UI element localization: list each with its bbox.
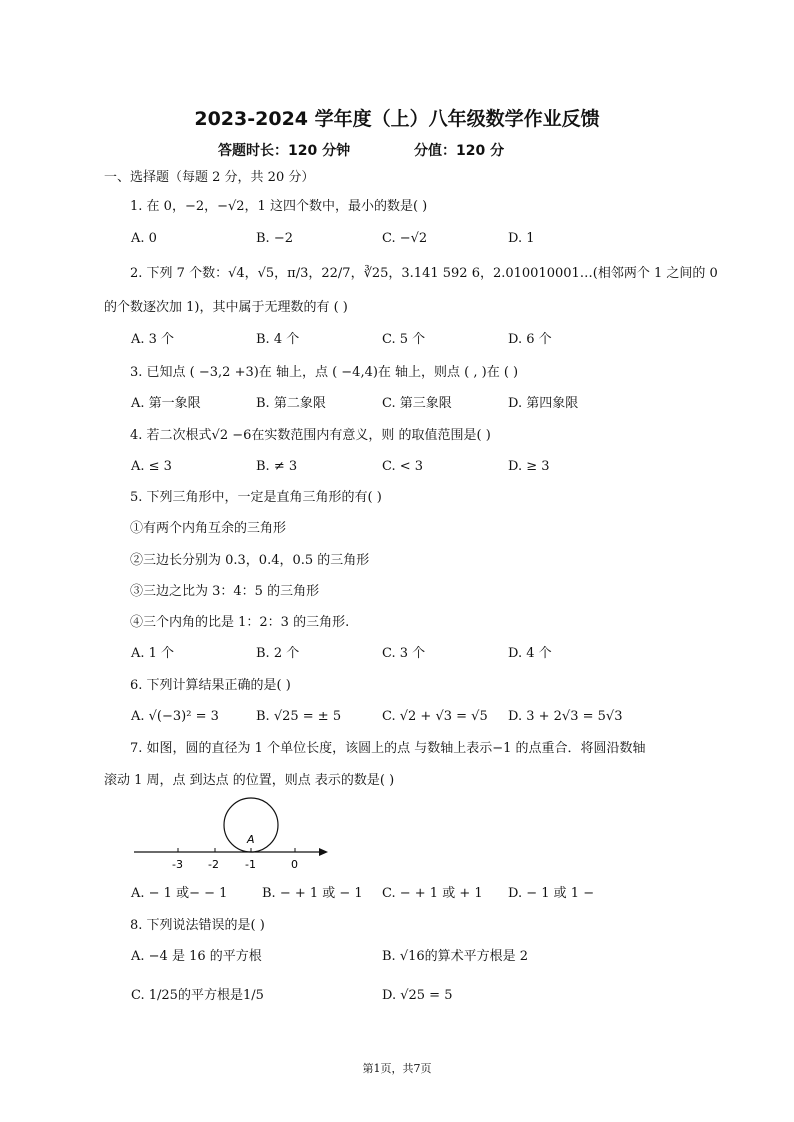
q6-option-b: B. √25 = ± 5: [256, 709, 342, 724]
q5-option-b: B. 2 个: [256, 646, 300, 661]
q6-option-a: A. √(−3)² = 3: [131, 709, 219, 724]
tick-label: -1: [245, 858, 256, 871]
q1-option-d: D. 1: [508, 231, 535, 246]
page-number: 第1页，共7页: [362, 1062, 432, 1075]
q7-option-a: A. − 1 或− − 1: [131, 886, 228, 901]
number-line-figure: [130, 795, 340, 875]
q2-option-d: D. 6 个: [508, 332, 552, 347]
q1-option-a: A. 0: [131, 231, 157, 246]
q5-item-4: ④三个内角的比是 1：2：3 的三角形.: [130, 615, 350, 630]
question-1: 1. 在 0，−2，−√2，1 这四个数中，最小的数是( ): [130, 199, 428, 214]
q5-option-d: D. 4 个: [508, 646, 552, 661]
q2-option-b: B. 4 个: [256, 332, 300, 347]
q8-option-c: C. 1/25的平方根是1/5: [131, 988, 264, 1003]
section-heading: 一、选择题（每题 2 分，共 20 分）: [104, 170, 315, 185]
tick-label: 0: [291, 858, 298, 871]
q1-option-b: B. −2: [256, 231, 293, 246]
q3-option-c: C. 第三象限: [382, 396, 452, 411]
question-3: 3. 已知点 ( −3,2 +3)在 轴上，点 ( −4,4)在 轴上，则点 ( , )在 ( ): [130, 365, 519, 380]
q2-option-a: A. 3 个: [131, 332, 175, 347]
q8-option-b: B. √16的算术平方根是 2: [382, 949, 529, 964]
q5-item-1: ①有两个内角互余的三角形: [130, 521, 287, 536]
q4-option-d: D. ≥ 3: [508, 459, 550, 474]
question-2-line2: 的个数逐次加 1)，其中属于无理数的有 ( ): [104, 300, 348, 315]
q3-option-d: D. 第四象限: [508, 396, 579, 411]
question-2: 2. 下列 7 个数：√4，√5，π/3，22/7，∛25，3.141 592 6，2.010010001…(相邻两个 1 之间的 0: [130, 266, 718, 281]
score-label: 分值：120 分: [414, 143, 505, 159]
q7-option-c: C. − + 1 或 + 1: [382, 886, 483, 901]
q2-option-c: C. 5 个: [382, 332, 426, 347]
question-4: 4. 若二次根式√2 −6在实数范围内有意义，则 的取值范围是( ): [130, 428, 491, 443]
tick-label: -3: [172, 858, 183, 871]
q6-option-c: C. √2 + √3 = √5: [382, 709, 488, 724]
page-title: 2023-2024 学年度（上）八年级数学作业反馈: [194, 108, 600, 130]
q6-option-d: D. 3 + 2√3 = 5√3: [508, 709, 623, 724]
question-7: 7. 如图，圆的直径为 1 个单位长度，该圆上的点 与数轴上表示−1 的点重合．将圆沿数轴: [130, 741, 646, 756]
q3-option-a: A. 第一象限: [131, 396, 201, 411]
q5-option-c: C. 3 个: [382, 646, 426, 661]
duration-label: 答题时长：120 分钟: [218, 143, 351, 159]
q5-option-a: A. 1 个: [131, 646, 175, 661]
axis-arrow: [319, 848, 328, 856]
point-a-label: A: [247, 833, 255, 846]
q3-option-b: B. 第二象限: [256, 396, 326, 411]
question-7-line2: 滚动 1 周，点 到达点 的位置，则点 表示的数是( ): [104, 773, 395, 788]
q8-option-a: A. −4 是 16 的平方根: [131, 949, 262, 964]
q7-option-b: B. − + 1 或 − 1: [262, 886, 363, 901]
q5-item-2: ②三边长分别为 0.3，0.4，0.5 的三角形: [130, 553, 370, 568]
question-5: 5. 下列三角形中，一定是直角三角形的有( ): [130, 490, 382, 505]
q5-item-3: ③三边之比为 3：4：5 的三角形: [130, 584, 320, 599]
question-8: 8. 下列说法错误的是( ): [130, 918, 265, 933]
q4-option-c: C. < 3: [382, 459, 424, 474]
q7-option-d: D. − 1 或 1 −: [508, 886, 595, 901]
q8-option-d: D. √25 = 5: [382, 988, 453, 1003]
q4-option-b: B. ≠ 3: [256, 459, 298, 474]
question-6: 6. 下列计算结果正确的是( ): [130, 678, 291, 693]
tick-label: -2: [208, 858, 219, 871]
q4-option-a: A. ≤ 3: [131, 459, 172, 474]
q1-option-c: C. −√2: [382, 231, 428, 246]
